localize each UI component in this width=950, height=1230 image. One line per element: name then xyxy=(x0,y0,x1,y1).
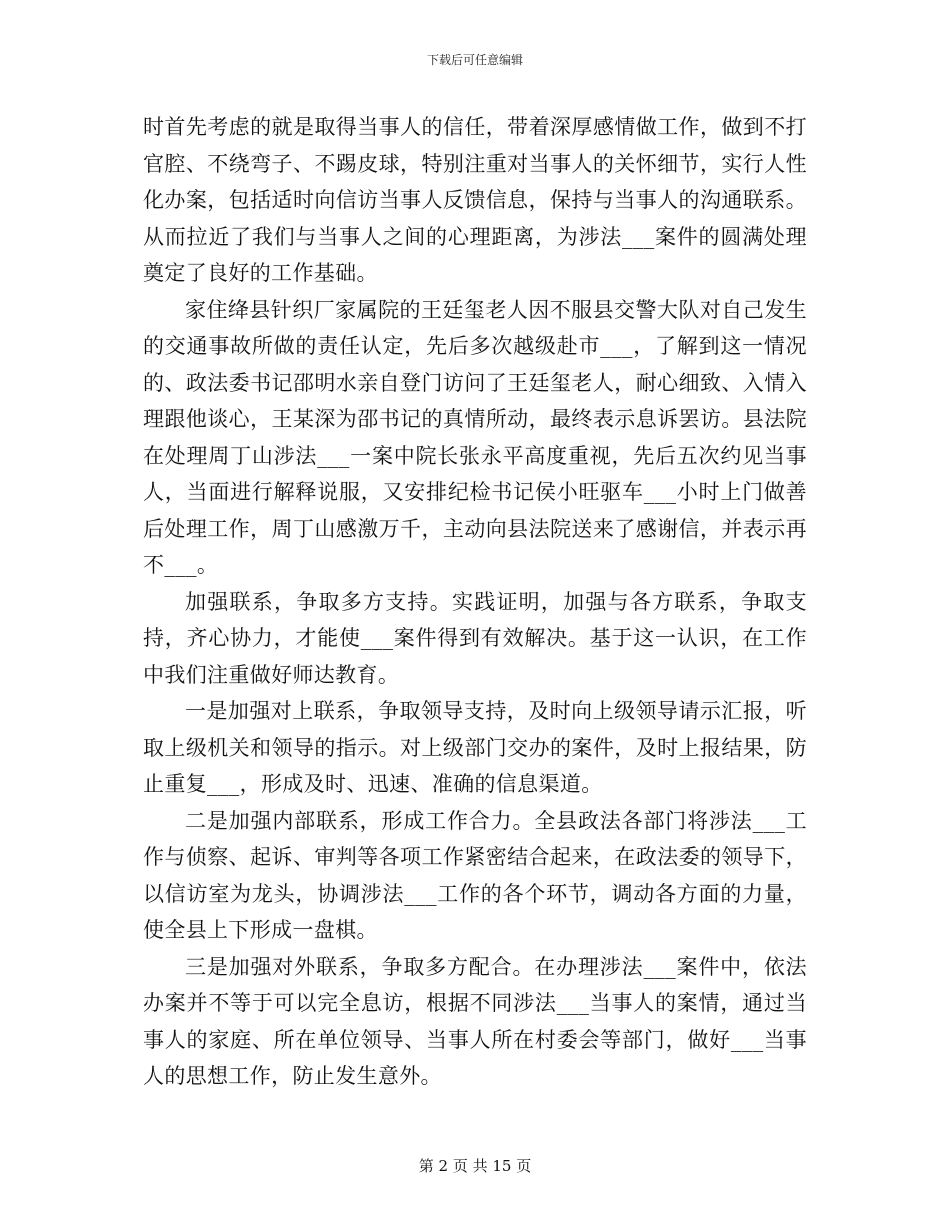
paragraph-continuation: 时首先考虑的就是取得当事人的信任，带着深厚感情做工作，做到不打官腔、不绕弯子、不踢皮球，特别注重对当事人的关怀细节，实行人性化办案，包括适时向信访当事人反馈信息，保持与当事人的沟通联系。从而拉近了我们与当事人之间的心理距离，为涉法___案件的圆满处理奠定了良好的工作基础。 xyxy=(143,115,807,285)
paragraph-point-two: 二是加强内部联系，形成工作合力。全县政法各部门将涉法___工作与侦察、起诉、审判等各项工作紧密结合起来，在政法委的领导下，以信访室为龙头，协调涉法___工作的各个环节，调动各方面的力量，使全县上下形成一盘棋。 xyxy=(143,808,807,942)
paragraph-point-one: 一是加强对上联系，争取领导支持，及时向上级领导请示汇报，听取上级机关和领导的指示。对上级部门交办的案件，及时上报结果，防止重复___，形成及时、迅速、准确的信息渠道。 xyxy=(143,699,807,796)
paragraph-case-examples: 家住绛县针织厂家属院的王廷玺老人因不服县交警大队对自己发生的交通事故所做的责任认定，先后多次越级赴市___，了解到这一情况的、政法委书记邵明水亲自登门访问了王廷玺老人，耐心细致、入情入理跟他谈心，王某深为邵书记的真情所动，最终表示息诉罢访。县法院在处理周丁山涉法___一案中院长张永平高度重视，先后五次约见当事人，当面进行解释说服，又安排纪检书记侯小旺驱车___小时上门做善后处理工作，周丁山感激万千，主动向县法院送来了感谢信，并表示再不___。 xyxy=(143,297,807,577)
page-header: 下载后可任意编辑 xyxy=(426,53,523,67)
paragraph-point-three: 三是加强对外联系，争取多方配合。在办理涉法___案件中，依法办案并不等于可以完全息访，根据不同涉法___当事人的案情，通过当事人的家庭、所在单位领导、当事人所在村委会等部门，做好___当事人的思想工作，防止发生意外。 xyxy=(143,954,807,1088)
paragraph-strengthen-contact: 加强联系，争取多方支持。实践证明，加强与各方联系，争取支持，齐心协力，才能使___案件得到有效解决。基于这一认识，在工作中我们注重做好师达教育。 xyxy=(143,589,807,687)
page-number: 第 2 页 共 15 页 xyxy=(418,1157,532,1175)
document-body xyxy=(143,109,807,1095)
